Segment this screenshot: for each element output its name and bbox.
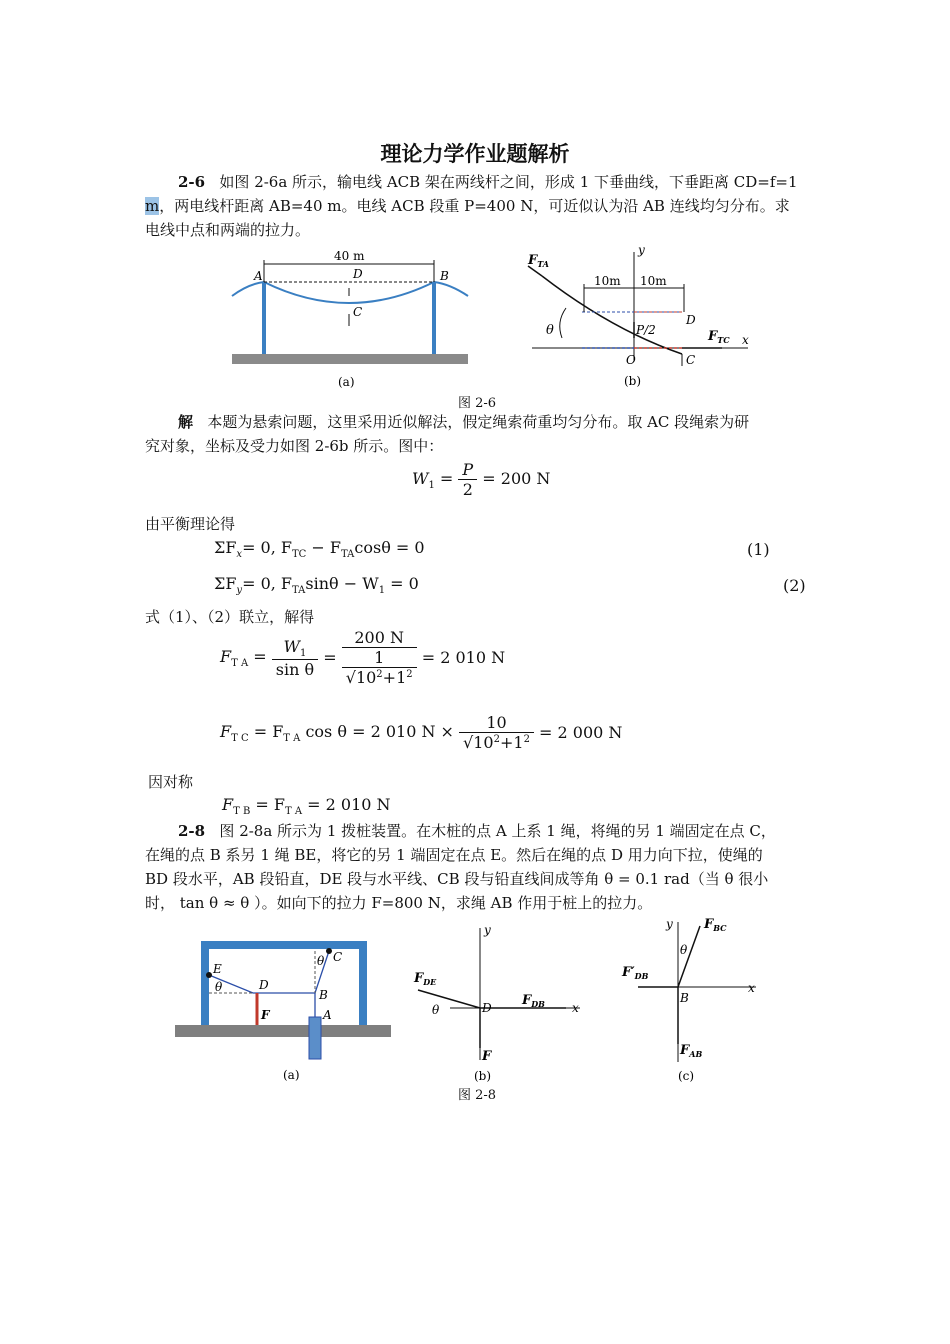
subfigure-label: (a): [283, 1068, 300, 1082]
label-x: x: [748, 981, 755, 995]
figure-2-8c: [618, 912, 768, 1086]
ground: [175, 1025, 391, 1037]
label-FTA: $F_{TA}$: [528, 253, 549, 269]
force-FDE-arrow: [418, 990, 480, 1008]
problem-2-6-line2: [145, 194, 790, 218]
theta-1: θ: [215, 980, 223, 994]
symmetry-note: 因对称: [148, 773, 194, 791]
figure-2-8b: [410, 920, 590, 1086]
ground: [232, 354, 468, 364]
solution-label: 解: [178, 413, 194, 431]
solution-line1: [178, 410, 749, 434]
label-FDE: $F_{DE}$: [414, 971, 437, 987]
label-theta: θ: [432, 1003, 440, 1017]
figure-2-6a: [228, 244, 474, 392]
highlighted-text: m: [145, 197, 160, 215]
point-C-dot: [326, 948, 332, 954]
equation-1-number: (1): [747, 540, 770, 559]
equation-FTA: $F_{T A}$ = $\frac{W_1}{\text{sin θ}}$ = $\frac{200 N}{\frac{1}{√10^2+1^2}}$ = 2 010 N: [220, 628, 506, 687]
point-D: D: [353, 267, 363, 281]
equation-2-number: (2): [783, 576, 806, 595]
subfigure-label: (a): [338, 375, 355, 389]
frame-right: [359, 941, 367, 1025]
point-D: D: [482, 1001, 492, 1015]
label-x: x: [742, 333, 749, 347]
page-title: 理论力学作业题解析: [380, 141, 570, 166]
label-P2: P/2: [636, 323, 656, 337]
label-F: F: [261, 1008, 270, 1022]
point-B: B: [680, 991, 689, 1005]
point-D: D: [259, 978, 269, 992]
label-F: F: [482, 1049, 492, 1064]
point-E: E: [213, 962, 222, 976]
equation-FTC: $F_{T C} = F_{T A}$ cos θ = 2 010 N × $\frac{10}{√10^2+1^2}$ = 2 000 N: [220, 713, 623, 752]
pile: [309, 1017, 321, 1059]
problem-text: ，两电线杆距离 AB=40 m。电线 ACB 段重 P=400 N，可近似认为沿 AB 连线均匀分布。求: [159, 197, 790, 215]
problem-2-6-line1: [178, 170, 798, 194]
problem-number: 2-8: [178, 822, 206, 840]
label-y: y: [484, 923, 491, 937]
point-B: B: [440, 269, 449, 283]
problem-number: 2-6: [178, 173, 206, 191]
label-FBC: $F_{BC}$: [704, 917, 727, 933]
problem-text: 如图 2-6a 所示，输电线 ACB 架在两线杆之间，形成 1 下垂曲线，下垂距离 CD=f=1: [219, 173, 798, 191]
point-C: C: [353, 305, 363, 319]
label-y: y: [638, 243, 645, 257]
point-A: A: [323, 1008, 332, 1022]
point-O: O: [626, 353, 636, 367]
problem-2-8-line3: BD 段水平，AB 段铅直，DE 段与水平线、CB 段与铅直线间成等角 θ = 0.1 rad（当 θ 很小: [145, 870, 769, 888]
equation-2: $\Sigma F_y= 0$, $F_{TA}\sin\theta - W_1 = 0$: [214, 574, 419, 596]
problem-2-8-line2: 在绳的点 B 系另 1 绳 BE，将它的另 1 端固定在点 E。然后在绳的点 D 用力向下拉，使绳的: [145, 846, 763, 864]
problem-text: 图 2-8a 所示为 1 拨桩装置。在木桩的点 A 上系 1 绳，将绳的另 1 端固定在点 C，: [219, 822, 776, 840]
frame-left: [201, 941, 209, 1025]
figure-caption: 图 2-6: [458, 396, 497, 411]
solution-line2: 究对象，坐标及受力如图 2-6b 所示。图中：: [145, 437, 444, 455]
label-theta: θ: [680, 943, 688, 957]
theta-2: θ: [317, 954, 325, 968]
figure-caption: 图 2-8: [458, 1088, 497, 1103]
label-theta: θ: [546, 323, 554, 338]
point-C: C: [686, 353, 696, 367]
label-FDB: $F_{DB}$: [522, 993, 545, 1009]
label-FDB-prime: $F'_{DB}$: [622, 965, 649, 981]
solution-text: 本题为悬索问题，这里采用近似解法，假定绳索荷重均匀分布。取 AC 段绳索为研: [207, 413, 750, 431]
point-E-dot: [206, 972, 212, 978]
rope: [209, 951, 329, 993]
subfigure-label: (b): [474, 1069, 492, 1083]
span-label: 40 m: [334, 249, 365, 263]
subfigure-label: (b): [624, 374, 642, 388]
joint-solve: 式（1）、（2）联立，解得: [145, 608, 315, 626]
frame-top: [201, 941, 367, 949]
figure-2-6b: [522, 242, 760, 392]
problem-2-6-line3: 电线中点和两端的拉力。: [145, 221, 311, 239]
subfigure-label: (c): [678, 1069, 695, 1083]
label-y: y: [666, 917, 673, 931]
point-A: A: [254, 269, 263, 283]
point-B: B: [319, 988, 328, 1002]
label-dist-1: 10m: [594, 274, 621, 288]
equation-FTB: $F_{T B} = F_{T A} = 2$ 010 N: [222, 795, 391, 817]
equation-1: $\Sigma F_x= 0$, $F_{TC} - F_{TA}\cos\theta = 0$: [214, 538, 425, 560]
label-FAB: $F_{AB}$: [680, 1043, 703, 1059]
equation-W1: $W_1$ = $\frac{P}{2}$ = 200 N: [412, 460, 551, 499]
point-C: C: [333, 950, 343, 964]
angle-arc: [560, 308, 566, 338]
label-x: x: [572, 1001, 579, 1015]
label-FTC: $F_{TC}$: [708, 329, 730, 345]
problem-2-8-line1: [178, 819, 776, 843]
figure-2-8a: [175, 935, 395, 1085]
point-D: D: [686, 313, 696, 327]
label-dist-2: 10m: [640, 274, 667, 288]
equilibrium-intro: 由平衡理论得: [145, 515, 236, 533]
problem-2-8-line4: 时， tan θ ≈ θ ）。如向下的拉力 F=800 N，求绳 AB 作用于桩上的拉力。: [145, 894, 653, 912]
